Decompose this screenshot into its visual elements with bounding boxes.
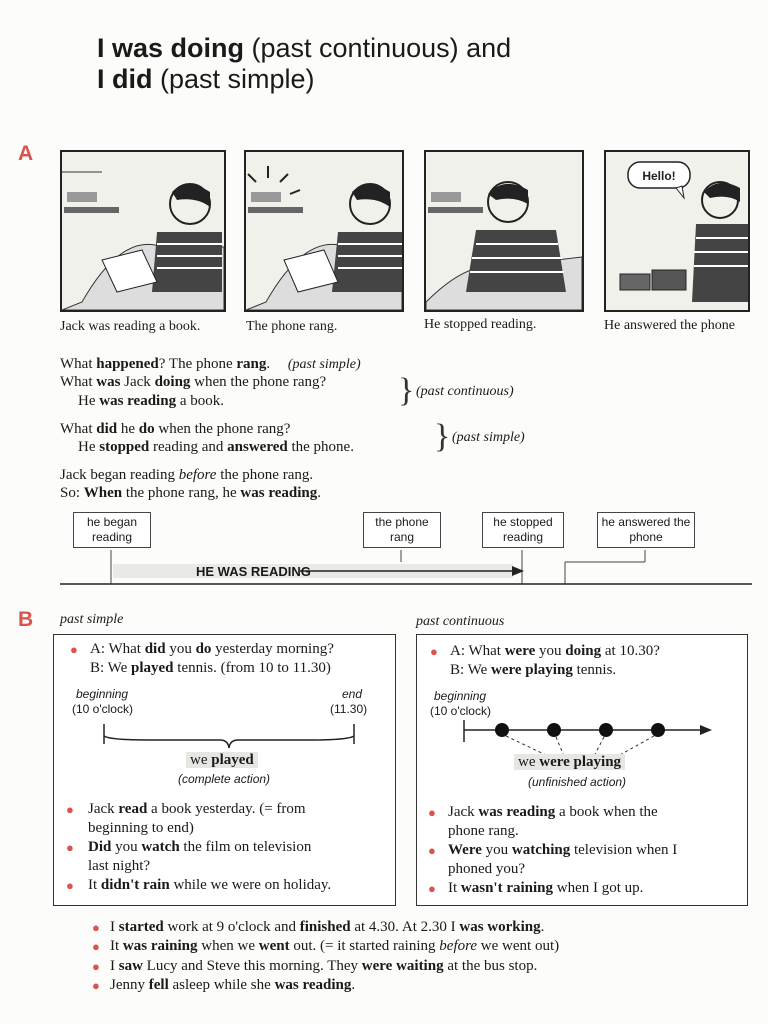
bullet-dot-icon: ●	[428, 881, 436, 896]
right-bullet-2-cont: phoned you?	[448, 861, 526, 877]
complete-action-diagram	[90, 720, 380, 750]
example-s2: So: When the phone rang, he was reading.	[60, 485, 321, 501]
left-dialogue-b: B: We played tennis. (from 10 to 11.30)	[90, 660, 331, 676]
comic-panel-4	[604, 150, 750, 312]
example-q1: What happened? The phone rang. (past simple)	[60, 356, 361, 372]
right-beginning: beginning	[434, 689, 487, 703]
left-bullet-2-cont: last night?	[88, 858, 151, 874]
bullet-dot-icon: ●	[430, 644, 438, 659]
example-s1: Jack began reading before the phone rang.	[60, 467, 314, 483]
heading-past-simple: past simple	[60, 612, 124, 627]
timeline-diagram	[0, 540, 768, 590]
bullet-dot-icon: ●	[92, 920, 100, 935]
speech-bubble-text: Hello!	[642, 169, 676, 183]
note-past-continuous: (past continuous)	[416, 384, 514, 399]
right-diagram-sub: (unfinished action)	[528, 775, 627, 789]
comic-panel-2	[244, 150, 404, 312]
note-past-simple-2: (past simple)	[452, 430, 525, 445]
bullet-dot-icon: ●	[92, 978, 100, 993]
comic-panel-3	[424, 150, 584, 312]
note-past-simple-1: (past simple)	[287, 357, 361, 372]
section-b-letter: B	[18, 608, 34, 631]
bullet-dot-icon: ●	[428, 805, 436, 820]
right-dialogue-b: B: We were playing tennis.	[450, 662, 617, 678]
timeline-box-rang: the phone rang	[363, 512, 441, 548]
man-on-phone-illustration	[606, 152, 748, 310]
caption-2: The phone rang.	[246, 319, 338, 334]
right-bullet-1-cont: phone rang.	[448, 823, 519, 839]
bullet-dot-icon: ●	[92, 959, 100, 974]
timeline-box-began: he began reading	[73, 512, 151, 548]
caption-1: Jack was reading a book.	[60, 319, 201, 334]
man-stopped-illustration	[426, 152, 582, 310]
left-beginning-time: (10 o'clock)	[72, 702, 133, 716]
left-beginning: beginning	[76, 687, 129, 701]
left-diagram-sub: (complete action)	[178, 772, 271, 786]
example-q2: What was Jack doing when the phone rang?	[60, 374, 327, 390]
title-rest-2: (past simple)	[152, 64, 315, 94]
timeline-box-stopped: he stopped reading	[482, 512, 564, 548]
timeline-arrow-label: HE WAS READING	[196, 564, 311, 579]
bullet-dot-icon: ●	[66, 840, 74, 855]
left-end-time: (11.30)	[330, 702, 368, 716]
heading-past-continuous: past continuous	[416, 614, 505, 629]
caption-3: He stopped reading.	[424, 317, 537, 332]
right-beginning-time: (10 o'clock)	[430, 704, 491, 718]
example-a2: He was reading a book.	[78, 393, 224, 409]
bullet-dot-icon: ●	[92, 939, 100, 954]
caption-4: He answered the phone	[604, 318, 736, 333]
bullet-dot-icon: ●	[428, 843, 436, 858]
title-rest-1: (past continuous) and	[244, 33, 512, 63]
section-a-letter: A	[18, 142, 34, 165]
title-bold-1: I was doing	[97, 33, 245, 63]
page-title	[97, 33, 511, 95]
title-bold-2: I did	[97, 64, 153, 94]
example-q3: What did he do when the phone rang?	[60, 421, 291, 437]
timeline-box-answered: he answered the phone	[597, 512, 695, 548]
bullet-dot-icon: ●	[70, 642, 78, 657]
bullet-dot-icon: ●	[66, 802, 74, 817]
right-diagram-label: we were playing	[514, 754, 625, 771]
man-reading-illustration	[62, 152, 224, 310]
phone-ringing-illustration	[246, 152, 402, 310]
left-end: end	[342, 687, 363, 701]
brace-2: }	[434, 418, 451, 455]
brace-1: }	[398, 372, 415, 409]
left-bullet-1-cont: beginning to end)	[88, 820, 194, 836]
bullet-dot-icon: ●	[66, 878, 74, 893]
example-a3: He stopped reading and answered the phone.	[78, 439, 354, 455]
comic-panel-1	[60, 150, 226, 312]
left-diagram-label: we played	[186, 752, 258, 769]
